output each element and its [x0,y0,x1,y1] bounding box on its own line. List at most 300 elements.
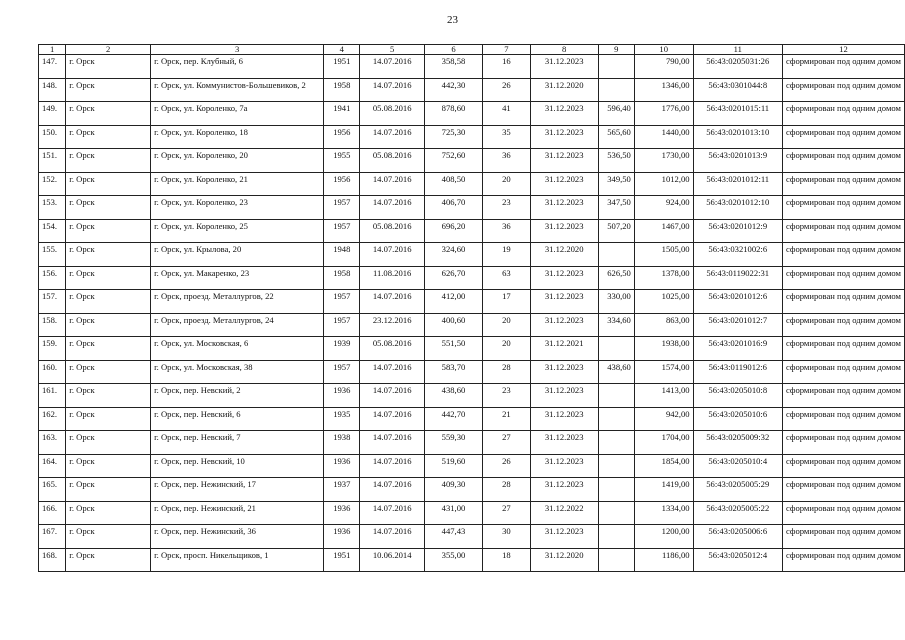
date-cell: 14.07.2016 [360,384,424,408]
address-cell: г. Орск, пер. Невский, 10 [151,454,324,478]
table-row [39,266,905,290]
table-row [39,55,905,79]
count-cell: 28 [483,478,531,502]
table-row [39,501,905,525]
table-row [39,431,905,455]
count-cell: 63 [483,266,531,290]
status-cell: сформирован под одним домом [782,384,904,408]
land-area-cell: 1413,00 [634,384,693,408]
table-row [39,243,905,267]
cadastral-number-cell: 56:43:0201013:10 [693,125,782,149]
address-cell: г. Орск, пер. Невский, 2 [151,384,324,408]
year-cell: 1936 [324,525,360,549]
land-area-cell: 1186,00 [634,548,693,572]
date-cell: 10.06.2014 [360,548,424,572]
year-cell: 1948 [324,243,360,267]
date-cell: 14.07.2016 [360,243,424,267]
address-cell: г. Орск, пер. Нежинский, 17 [151,478,324,502]
status-cell: сформирован под одним домом [782,313,904,337]
city-cell: г. Орск [66,149,151,173]
count-cell: 28 [483,360,531,384]
status-cell: сформирован под одним домом [782,454,904,478]
date-cell: 14.07.2016 [360,501,424,525]
year-cell: 1957 [324,290,360,314]
row-number: 147. [39,55,66,79]
area2-cell [598,525,634,549]
register-table [38,44,905,572]
status-cell: сформирован под одним домом [782,102,904,126]
status-cell: сформирован под одним домом [782,290,904,314]
table-row [39,196,905,220]
deadline-cell: 31.12.2021 [530,337,598,361]
area2-cell: 334,60 [598,313,634,337]
area-cell: 725,30 [424,125,482,149]
cadastral-number-cell: 56:43:0205012:4 [693,548,782,572]
year-cell: 1955 [324,149,360,173]
cadastral-number-cell: 56:43:0205010:8 [693,384,782,408]
page-number: 23 [447,14,458,26]
area2-cell: 330,00 [598,290,634,314]
column-header: 12 [782,45,904,55]
table-row [39,360,905,384]
count-cell: 30 [483,525,531,549]
count-cell: 26 [483,454,531,478]
column-header: 4 [324,45,360,55]
table-row [39,454,905,478]
cadastral-number-cell: 56:43:0301044:8 [693,78,782,102]
column-header: 10 [634,45,693,55]
cadastral-number-cell: 56:43:0119022:31 [693,266,782,290]
table-row [39,149,905,173]
status-cell: сформирован под одним домом [782,548,904,572]
column-header: 8 [530,45,598,55]
row-number: 153. [39,196,66,220]
area2-cell: 565,60 [598,125,634,149]
city-cell: г. Орск [66,478,151,502]
area-cell: 696,20 [424,219,482,243]
table-row [39,548,905,572]
status-cell: сформирован под одним домом [782,149,904,173]
address-cell: г. Орск, пер. Нежинский, 36 [151,525,324,549]
date-cell: 14.07.2016 [360,196,424,220]
row-number: 161. [39,384,66,408]
year-cell: 1957 [324,313,360,337]
area2-cell [598,337,634,361]
table-row [39,407,905,431]
column-header: 3 [151,45,324,55]
date-cell: 14.07.2016 [360,360,424,384]
address-cell: г. Орск, пер. Невский, 6 [151,407,324,431]
count-cell: 17 [483,290,531,314]
year-cell: 1937 [324,478,360,502]
table-row [39,102,905,126]
cadastral-number-cell: 56:43:0205005:29 [693,478,782,502]
count-cell: 20 [483,337,531,361]
date-cell: 05.08.2016 [360,337,424,361]
count-cell: 20 [483,313,531,337]
year-cell: 1939 [324,337,360,361]
area2-cell [598,548,634,572]
deadline-cell: 31.12.2023 [530,407,598,431]
land-area-cell: 1419,00 [634,478,693,502]
city-cell: г. Орск [66,313,151,337]
city-cell: г. Орск [66,525,151,549]
city-cell: г. Орск [66,384,151,408]
count-cell: 35 [483,125,531,149]
row-number: 164. [39,454,66,478]
area2-cell [598,384,634,408]
address-cell: г. Орск, пер. Невский, 7 [151,431,324,455]
status-cell: сформирован под одним домом [782,431,904,455]
area2-cell [598,55,634,79]
deadline-cell: 31.12.2020 [530,243,598,267]
deadline-cell: 31.12.2023 [530,55,598,79]
count-cell: 27 [483,431,531,455]
column-header: 9 [598,45,634,55]
city-cell: г. Орск [66,102,151,126]
year-cell: 1957 [324,196,360,220]
deadline-cell: 31.12.2023 [530,102,598,126]
row-number: 152. [39,172,66,196]
area-cell: 438,60 [424,384,482,408]
row-number: 148. [39,78,66,102]
area-cell: 626,70 [424,266,482,290]
address-cell: г. Орск, ул. Коммунистов-Большевиков, 2 [151,78,324,102]
land-area-cell: 924,00 [634,196,693,220]
table-body [39,55,905,572]
land-area-cell: 1854,00 [634,454,693,478]
table-row [39,125,905,149]
city-cell: г. Орск [66,266,151,290]
date-cell: 05.08.2016 [360,149,424,173]
land-area-cell: 1574,00 [634,360,693,384]
row-number: 163. [39,431,66,455]
area-cell: 412,00 [424,290,482,314]
cadastral-number-cell: 56:43:0201012:7 [693,313,782,337]
address-cell: г. Орск, просп. Никельщиков, 1 [151,548,324,572]
year-cell: 1951 [324,548,360,572]
land-area-cell: 790,00 [634,55,693,79]
count-cell: 41 [483,102,531,126]
address-cell: г. Орск, ул. Короленко, 21 [151,172,324,196]
city-cell: г. Орск [66,360,151,384]
status-cell: сформирован под одним домом [782,219,904,243]
city-cell: г. Орск [66,431,151,455]
row-number: 166. [39,501,66,525]
address-cell: г. Орск, ул. Короленко, 7а [151,102,324,126]
area2-cell [598,407,634,431]
deadline-cell: 31.12.2023 [530,266,598,290]
area-cell: 551,50 [424,337,482,361]
year-cell: 1958 [324,78,360,102]
deadline-cell: 31.12.2020 [530,78,598,102]
column-header: 1 [39,45,66,55]
date-cell: 14.07.2016 [360,125,424,149]
count-cell: 27 [483,501,531,525]
deadline-cell: 31.12.2020 [530,548,598,572]
year-cell: 1941 [324,102,360,126]
area-cell: 752,60 [424,149,482,173]
area-cell: 406,70 [424,196,482,220]
address-cell: г. Орск, ул. Московская, 6 [151,337,324,361]
status-cell: сформирован под одним домом [782,337,904,361]
area-cell: 408,50 [424,172,482,196]
status-cell: сформирован под одним домом [782,78,904,102]
date-cell: 14.07.2016 [360,55,424,79]
cadastral-number-cell: 56:43:0119012:6 [693,360,782,384]
area-cell: 355,00 [424,548,482,572]
column-header: 2 [66,45,151,55]
status-cell: сформирован под одним домом [782,501,904,525]
cadastral-number-cell: 56:43:0205006:6 [693,525,782,549]
date-cell: 05.08.2016 [360,219,424,243]
city-cell: г. Орск [66,501,151,525]
deadline-cell: 31.12.2022 [530,501,598,525]
table-row [39,478,905,502]
land-area-cell: 1938,00 [634,337,693,361]
city-cell: г. Орск [66,196,151,220]
table-row [39,172,905,196]
row-number: 150. [39,125,66,149]
area-cell: 409,30 [424,478,482,502]
area2-cell [598,454,634,478]
row-number: 156. [39,266,66,290]
row-number: 168. [39,548,66,572]
date-cell: 14.07.2016 [360,454,424,478]
row-number: 159. [39,337,66,361]
area-cell: 447,43 [424,525,482,549]
area-cell: 400,60 [424,313,482,337]
year-cell: 1957 [324,360,360,384]
status-cell: сформирован под одним домом [782,360,904,384]
area2-cell: 347,50 [598,196,634,220]
date-cell: 14.07.2016 [360,478,424,502]
year-cell: 1958 [324,266,360,290]
land-area-cell: 1346,00 [634,78,693,102]
year-cell: 1957 [324,219,360,243]
land-area-cell: 863,00 [634,313,693,337]
address-cell: г. Орск, проезд. Металлургов, 24 [151,313,324,337]
column-header: 5 [360,45,424,55]
column-header: 11 [693,45,782,55]
deadline-cell: 31.12.2023 [530,125,598,149]
date-cell: 14.07.2016 [360,172,424,196]
row-number: 149. [39,102,66,126]
city-cell: г. Орск [66,290,151,314]
deadline-cell: 31.12.2023 [530,172,598,196]
cadastral-number-cell: 56:43:0205031:26 [693,55,782,79]
column-number-row [39,45,905,55]
row-number: 158. [39,313,66,337]
cadastral-number-cell: 56:43:0205009:32 [693,431,782,455]
deadline-cell: 31.12.2023 [530,454,598,478]
area2-cell [598,78,634,102]
deadline-cell: 31.12.2023 [530,196,598,220]
address-cell: г. Орск, пер. Нежинский, 21 [151,501,324,525]
count-cell: 20 [483,172,531,196]
cadastral-number-cell: 56:43:0201012:11 [693,172,782,196]
year-cell: 1951 [324,55,360,79]
area-cell: 878,60 [424,102,482,126]
date-cell: 14.07.2016 [360,290,424,314]
status-cell: сформирован под одним домом [782,55,904,79]
area-cell: 583,70 [424,360,482,384]
year-cell: 1956 [324,172,360,196]
land-area-cell: 1776,00 [634,102,693,126]
row-number: 154. [39,219,66,243]
date-cell: 14.07.2016 [360,525,424,549]
row-number: 167. [39,525,66,549]
city-cell: г. Орск [66,78,151,102]
table-row [39,219,905,243]
area2-cell: 626,50 [598,266,634,290]
cadastral-number-cell: 56:43:0201012:9 [693,219,782,243]
area-cell: 358,58 [424,55,482,79]
year-cell: 1938 [324,431,360,455]
area2-cell [598,501,634,525]
land-area-cell: 1012,00 [634,172,693,196]
count-cell: 23 [483,384,531,408]
cadastral-number-cell: 56:43:0201015:11 [693,102,782,126]
city-cell: г. Орск [66,454,151,478]
cadastral-number-cell: 56:43:0201012:6 [693,290,782,314]
area-cell: 324,60 [424,243,482,267]
table-row [39,313,905,337]
area2-cell: 536,50 [598,149,634,173]
count-cell: 23 [483,196,531,220]
table-row [39,384,905,408]
date-cell: 23.12.2016 [360,313,424,337]
count-cell: 26 [483,78,531,102]
land-area-cell: 1378,00 [634,266,693,290]
deadline-cell: 31.12.2023 [530,149,598,173]
city-cell: г. Орск [66,55,151,79]
deadline-cell: 31.12.2023 [530,219,598,243]
table-row [39,337,905,361]
date-cell: 05.08.2016 [360,102,424,126]
city-cell: г. Орск [66,219,151,243]
date-cell: 14.07.2016 [360,407,424,431]
date-cell: 14.07.2016 [360,78,424,102]
status-cell: сформирован под одним домом [782,478,904,502]
city-cell: г. Орск [66,243,151,267]
count-cell: 19 [483,243,531,267]
year-cell: 1936 [324,454,360,478]
status-cell: сформирован под одним домом [782,125,904,149]
city-cell: г. Орск [66,125,151,149]
status-cell: сформирован под одним домом [782,407,904,431]
year-cell: 1936 [324,384,360,408]
area-cell: 442,30 [424,78,482,102]
row-number: 155. [39,243,66,267]
deadline-cell: 31.12.2023 [530,525,598,549]
address-cell: г. Орск, ул. Макаренко, 23 [151,266,324,290]
address-cell: г. Орск, ул. Короленко, 25 [151,219,324,243]
year-cell: 1936 [324,501,360,525]
area2-cell [598,243,634,267]
city-cell: г. Орск [66,337,151,361]
column-header: 7 [483,45,531,55]
row-number: 160. [39,360,66,384]
row-number: 165. [39,478,66,502]
count-cell: 18 [483,548,531,572]
count-cell: 21 [483,407,531,431]
count-cell: 16 [483,55,531,79]
area2-cell: 349,50 [598,172,634,196]
count-cell: 36 [483,149,531,173]
cadastral-number-cell: 56:43:0205005:22 [693,501,782,525]
area2-cell [598,478,634,502]
row-number: 162. [39,407,66,431]
area2-cell: 507,20 [598,219,634,243]
city-cell: г. Орск [66,172,151,196]
deadline-cell: 31.12.2023 [530,290,598,314]
cadastral-number-cell: 56:43:0205010:6 [693,407,782,431]
land-area-cell: 1505,00 [634,243,693,267]
address-cell: г. Орск, ул. Крылова, 20 [151,243,324,267]
cadastral-number-cell: 56:43:0201012:10 [693,196,782,220]
deadline-cell: 31.12.2023 [530,384,598,408]
status-cell: сформирован под одним домом [782,525,904,549]
date-cell: 14.07.2016 [360,431,424,455]
table-row [39,290,905,314]
address-cell: г. Орск, ул. Московская, 38 [151,360,324,384]
address-cell: г. Орск, ул. Короленко, 23 [151,196,324,220]
area-cell: 442,70 [424,407,482,431]
address-cell: г. Орск, ул. Короленко, 18 [151,125,324,149]
cadastral-number-cell: 56:43:0205010:4 [693,454,782,478]
status-cell: сформирован под одним домом [782,172,904,196]
date-cell: 11.08.2016 [360,266,424,290]
area2-cell: 596,40 [598,102,634,126]
status-cell: сформирован под одним домом [782,196,904,220]
area-cell: 559,30 [424,431,482,455]
year-cell: 1956 [324,125,360,149]
land-area-cell: 942,00 [634,407,693,431]
deadline-cell: 31.12.2023 [530,431,598,455]
land-area-cell: 1200,00 [634,525,693,549]
status-cell: сформирован под одним домом [782,266,904,290]
address-cell: г. Орск, проезд. Металлургов, 22 [151,290,324,314]
status-cell: сформирован под одним домом [782,243,904,267]
land-area-cell: 1730,00 [634,149,693,173]
deadline-cell: 31.12.2023 [530,478,598,502]
address-cell: г. Орск, ул. Короленко, 20 [151,149,324,173]
year-cell: 1935 [324,407,360,431]
area-cell: 519,60 [424,454,482,478]
land-area-cell: 1025,00 [634,290,693,314]
land-area-cell: 1704,00 [634,431,693,455]
cadastral-number-cell: 56:43:0201013:9 [693,149,782,173]
city-cell: г. Орск [66,407,151,431]
row-number: 157. [39,290,66,314]
land-area-cell: 1334,00 [634,501,693,525]
table-row [39,525,905,549]
area-cell: 431,00 [424,501,482,525]
cadastral-number-cell: 56:43:0321002:6 [693,243,782,267]
row-number: 151. [39,149,66,173]
deadline-cell: 31.12.2023 [530,313,598,337]
address-cell: г. Орск, пер. Клубный, 6 [151,55,324,79]
deadline-cell: 31.12.2023 [530,360,598,384]
land-area-cell: 1440,00 [634,125,693,149]
table-row [39,78,905,102]
land-area-cell: 1467,00 [634,219,693,243]
cadastral-number-cell: 56:43:0201016:9 [693,337,782,361]
area2-cell [598,431,634,455]
area2-cell: 438,60 [598,360,634,384]
column-header: 6 [424,45,482,55]
